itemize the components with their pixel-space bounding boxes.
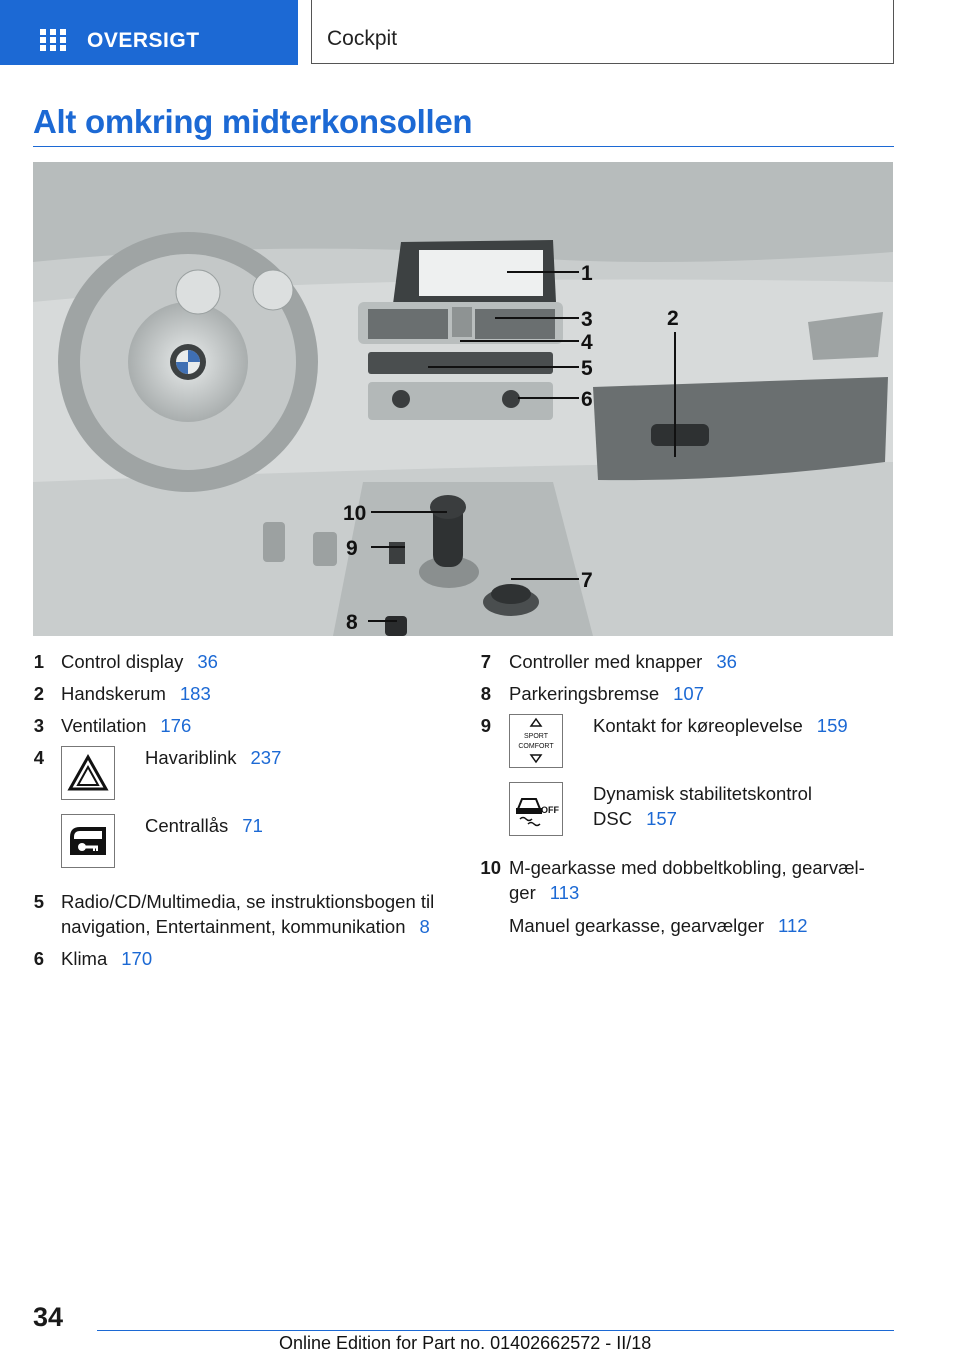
legend-text: Dynamisk stabilitetskontrol [593, 783, 812, 804]
callout-8: 8 [346, 611, 358, 634]
legend-number: 10 [480, 857, 501, 878]
legend-text: Kontakt for køreoplevelse [593, 715, 803, 736]
callout-5: 5 [581, 357, 593, 380]
footer-text: Online Edition for Part no. 01402662572 - II/18 [279, 1333, 652, 1353]
icon-text: SPORT [524, 733, 548, 740]
legend-number: 3 [33, 715, 44, 736]
page-link[interactable]: 159 [816, 715, 848, 736]
legend-text: Parkeringsbremse [509, 683, 660, 704]
grid-menu-icon [40, 29, 68, 51]
page-link[interactable]: 157 [646, 808, 677, 829]
legend-text: Control display [61, 651, 184, 672]
legend-number: 2 [33, 683, 44, 704]
icon-text: OFF [541, 805, 559, 815]
page-number: 34 [33, 1302, 64, 1332]
page-link[interactable]: 36 [197, 651, 218, 672]
cockpit-illustration [33, 162, 893, 636]
page-link[interactable]: 176 [160, 715, 192, 736]
legend-text: Radio/CD/Multimedia, se instruktionsbogen til [61, 891, 435, 912]
page-link[interactable]: 113 [549, 882, 580, 903]
callout-6: 6 [581, 388, 593, 411]
callout-1: 1 [581, 262, 593, 285]
callout-9: 9 [346, 537, 358, 560]
page-link[interactable]: 107 [673, 683, 704, 704]
legend-text: Manuel gearkasse, gearvælger [509, 915, 765, 936]
callout-7: 7 [581, 569, 593, 592]
legend-number: 7 [480, 651, 491, 672]
page-link[interactable]: 71 [242, 815, 263, 836]
central-lock-icon [61, 814, 115, 868]
section-header [311, 0, 894, 64]
page-title: Alt omkring midterkonsollen [33, 103, 473, 140]
callout-10: 10 [343, 502, 367, 525]
legend-text: ger [509, 882, 536, 903]
overview-tab[interactable] [0, 0, 298, 65]
callout-4: 4 [581, 331, 593, 354]
legend-number: 8 [480, 683, 491, 704]
legend-text: Centrallås [145, 815, 229, 836]
legend-text: Handskerum [61, 683, 166, 704]
legend-number: 6 [33, 948, 44, 969]
page-link[interactable]: 170 [121, 948, 153, 969]
icon-text: COMFORT [518, 743, 554, 750]
page-link[interactable]: 237 [250, 747, 282, 768]
page-link[interactable]: 36 [716, 651, 737, 672]
callout-3: 3 [581, 308, 593, 331]
legend-text: DSC [593, 808, 633, 829]
sport-comfort-switch-icon [509, 714, 563, 768]
section-label: Cockpit [327, 27, 398, 50]
hazard-warning-icon [61, 746, 115, 800]
legend-text: Ventilation [61, 715, 147, 736]
callout-2: 2 [667, 307, 679, 330]
page-link[interactable]: 183 [179, 683, 211, 704]
legend-text: Controller med knapper [509, 651, 703, 672]
legend-text: Klima [61, 948, 108, 969]
legend-text: M-gearkasse med dobbeltkobling, gearvæl- [509, 857, 865, 878]
legend-number: 1 [33, 651, 44, 672]
title-divider [33, 146, 894, 147]
legend-number: 4 [33, 747, 44, 768]
legend-text: navigation, Entertainment, kommunikation [61, 916, 406, 937]
footer-divider [97, 1330, 894, 1331]
page-link[interactable]: 8 [419, 916, 430, 937]
dsc-off-icon [509, 782, 563, 836]
legend-number: 5 [33, 891, 44, 912]
overview-tab-label: OVERSIGT [87, 29, 200, 52]
legend-text: Havariblink [145, 747, 237, 768]
legend-number: 9 [480, 715, 491, 736]
page-link[interactable]: 112 [778, 915, 808, 936]
